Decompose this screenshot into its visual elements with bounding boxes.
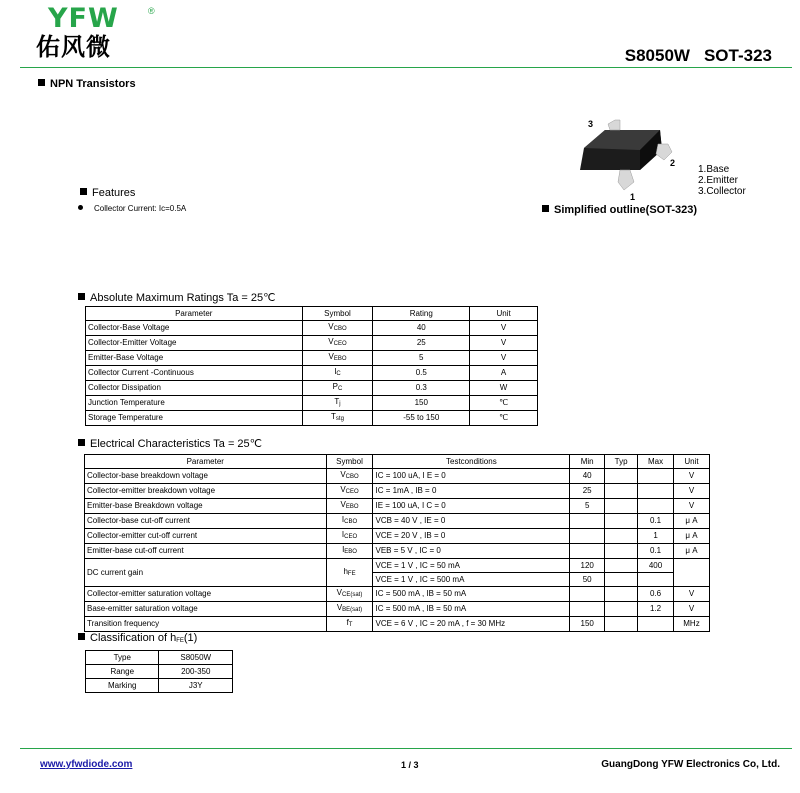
logo-chinese: 佑风微 — [36, 33, 111, 61]
pin-legend-item: 2.Emitter — [698, 175, 739, 186]
table-row — [85, 499, 710, 514]
table-row — [86, 651, 233, 665]
footer-divider — [20, 748, 792, 749]
typ-cell — [605, 484, 638, 499]
min-cell: 150 — [570, 617, 605, 632]
typ-cell — [605, 617, 638, 632]
company-name: GuangDong YFW Electronics Co, Ltd. — [601, 759, 780, 770]
classification-table — [85, 650, 233, 693]
testcondition-cell: IC = 500 mA , IB = 50 mA — [373, 587, 570, 602]
min-cell: 120 — [570, 559, 605, 573]
typ-cell — [605, 529, 638, 544]
symbol-cell: $f_T$ — [326, 617, 373, 632]
unit-cell: ℃ — [470, 396, 538, 411]
page-number: 1 / 3 — [401, 760, 419, 770]
min-cell — [570, 544, 605, 559]
parameter-cell: Collector-base cut-off current — [85, 514, 327, 529]
classification-key: Range — [86, 665, 159, 679]
symbol-cell: $P_C$ — [302, 381, 373, 396]
classification-value: S8050W — [159, 651, 233, 665]
outline-title: Simplified outline(SOT-323) — [542, 204, 697, 216]
column-header: Testconditions — [373, 455, 570, 469]
testcondition-cell: VCB = 40 V , IE = 0 — [373, 514, 570, 529]
square-bullet-icon — [80, 188, 87, 195]
rating-cell: 150 — [373, 396, 470, 411]
column-header: Unit — [674, 455, 710, 469]
pin-label-2: 2 — [670, 158, 676, 168]
registered-mark: ® — [148, 6, 155, 16]
unit-cell: W — [470, 381, 538, 396]
testcondition-cell: VCE = 20 V , IB = 0 — [373, 529, 570, 544]
typ-cell — [605, 469, 638, 484]
package-name: SOT-323 — [703, 46, 772, 65]
testcondition-cell: VCE = 1 V , IC = 500 mA — [373, 573, 570, 587]
electrical-characteristics-table — [84, 454, 710, 632]
table-row — [86, 366, 538, 381]
typ-cell — [605, 573, 638, 587]
pin-legend — [698, 164, 746, 197]
symbol-cell: $I_{CBO}$ — [326, 514, 373, 529]
symbol-cell: $h_{FE}$ — [326, 559, 373, 587]
max-cell: 400 — [638, 559, 674, 573]
max-cell — [638, 499, 674, 514]
parameter-cell: Collector-Base Voltage — [86, 321, 303, 336]
parameter-cell: DC current gain — [85, 559, 327, 587]
typ-cell — [605, 602, 638, 617]
rating-cell: 40 — [373, 321, 470, 336]
square-bullet-icon — [78, 633, 85, 640]
table-row — [85, 469, 710, 484]
testcondition-cell: VCE = 1 V , IC = 50 mA — [373, 559, 570, 573]
square-bullet-icon — [38, 79, 45, 86]
pin-legend-item: 1.Base — [698, 164, 730, 175]
classification-key: Marking — [86, 679, 159, 693]
table-row — [86, 351, 538, 366]
intro-heading: NPN Transistors — [38, 78, 136, 91]
unit-cell: μ A — [674, 514, 710, 529]
parameter-cell: Collector Current -Continuous — [86, 366, 303, 381]
testcondition-cell: IC = 100 uA, I E = 0 — [373, 469, 570, 484]
symbol-cell: $I_{CEO}$ — [326, 529, 373, 544]
column-header: Min — [570, 455, 605, 469]
unit-cell: V — [674, 469, 710, 484]
features-heading: Features — [80, 187, 135, 200]
max-cell — [638, 617, 674, 632]
table-header-row — [85, 455, 710, 469]
rating-cell: 25 — [373, 336, 470, 351]
unit-cell: V — [674, 587, 710, 602]
max-cell — [638, 469, 674, 484]
table-row — [85, 514, 710, 529]
parameter-cell: Emitter-Base Voltage — [86, 351, 303, 366]
min-cell: 40 — [570, 469, 605, 484]
unit-cell: V — [674, 602, 710, 617]
max-cell: 1.2 — [638, 602, 674, 617]
symbol-cell: $V_{CE(sat)}$ — [326, 587, 373, 602]
unit-cell: ℃ — [470, 411, 538, 426]
unit-cell: V — [470, 351, 538, 366]
classification-value: 200-350 — [159, 665, 233, 679]
symbol-cell: $V_{EBO}$ — [302, 351, 373, 366]
testcondition-cell: IC = 1mA , IB = 0 — [373, 484, 570, 499]
unit-cell: V — [674, 484, 710, 499]
classification-value: J3Y — [159, 679, 233, 693]
symbol-cell: $I_C$ — [302, 366, 373, 381]
rating-cell: 5 — [373, 351, 470, 366]
unit-cell: V — [470, 336, 538, 351]
square-bullet-icon — [78, 439, 85, 446]
parameter-cell: Base-emitter saturation voltage — [85, 602, 327, 617]
table-row — [86, 336, 538, 351]
pin-label-3: 3 — [588, 119, 594, 129]
symbol-cell: $T_j$ — [302, 396, 373, 411]
column-header: Max — [638, 455, 674, 469]
parameter-cell: Collector-Emitter Voltage — [86, 336, 303, 351]
table-row — [85, 544, 710, 559]
table-row — [85, 559, 710, 573]
max-cell: 0.6 — [638, 587, 674, 602]
pin-label-1: 1 — [630, 192, 636, 202]
sot323-package-image — [560, 110, 690, 205]
unit-cell: μ A — [674, 544, 710, 559]
website-link[interactable]: www.yfwdiode.com — [40, 759, 133, 770]
symbol-cell: $V_{CBO}$ — [326, 469, 373, 484]
square-bullet-icon — [78, 293, 85, 300]
parameter-cell: Junction Temperature — [86, 396, 303, 411]
symbol-cell: $V_{CBO}$ — [302, 321, 373, 336]
table-row — [86, 396, 538, 411]
min-cell: 25 — [570, 484, 605, 499]
rating-cell: 0.3 — [373, 381, 470, 396]
symbol-cell: $V_{EBO}$ — [326, 499, 373, 514]
min-cell — [570, 529, 605, 544]
max-cell — [638, 484, 674, 499]
table-row — [86, 679, 233, 693]
parameter-cell: Collector-emitter breakdown voltage — [85, 484, 327, 499]
parameter-cell: Storage Temperature — [86, 411, 303, 426]
column-header: Symbol — [302, 307, 373, 321]
min-cell: 50 — [570, 573, 605, 587]
table-row — [85, 484, 710, 499]
column-header: Rating — [373, 307, 470, 321]
rating-cell: -55 to 150 — [373, 411, 470, 426]
unit-cell: V — [470, 321, 538, 336]
symbol-cell: $V_{BE(sat)}$ — [326, 602, 373, 617]
typ-cell — [605, 559, 638, 573]
unit-cell: μ A — [674, 529, 710, 544]
max-cell — [638, 573, 674, 587]
typ-cell — [605, 544, 638, 559]
header-title — [625, 46, 772, 66]
max-cell: 0.1 — [638, 544, 674, 559]
table-row — [85, 602, 710, 617]
header-divider — [20, 67, 792, 68]
min-cell — [570, 514, 605, 529]
testcondition-cell: IC = 500 mA , IB = 50 mA — [373, 602, 570, 617]
table-header-row — [86, 307, 538, 321]
column-header: Parameter — [86, 307, 303, 321]
typ-cell — [605, 587, 638, 602]
parameter-cell: Collector-emitter cut-off current — [85, 529, 327, 544]
unit-cell: MHz — [674, 617, 710, 632]
typ-cell — [605, 499, 638, 514]
table-row — [86, 381, 538, 396]
symbol-cell: $T_{stg}$ — [302, 411, 373, 426]
pin-legend-item: 3.Collector — [698, 186, 746, 197]
parameter-cell: Emitter-base cut-off current — [85, 544, 327, 559]
amr-heading: Absolute Maximum Ratings Ta = 25℃ — [78, 292, 276, 305]
symbol-cell: $I_{EBO}$ — [326, 544, 373, 559]
dot-bullet-icon — [78, 205, 83, 210]
testcondition-cell: VCE = 6 V , IC = 20 mA , f = 30 MHz — [373, 617, 570, 632]
classification-key: Type — [86, 651, 159, 665]
rating-cell: 0.5 — [373, 366, 470, 381]
classification-heading: Classification of $h_{FE}(1)$ — [78, 632, 197, 648]
parameter-cell: Transition frequency — [85, 617, 327, 632]
absolute-max-ratings-table — [85, 306, 538, 426]
column-header: Typ — [605, 455, 638, 469]
feature-item: Collector Current: Ic=0.5A — [78, 204, 186, 213]
testcondition-cell: IE = 100 uA, I C = 0 — [373, 499, 570, 514]
symbol-cell: $V_{CEO}$ — [326, 484, 373, 499]
max-cell: 1 — [638, 529, 674, 544]
column-header: Parameter — [85, 455, 327, 469]
min-cell — [570, 602, 605, 617]
ec-heading: Electrical Characteristics Ta = 25℃ — [78, 438, 262, 451]
table-row — [85, 587, 710, 602]
unit-cell: A — [470, 366, 538, 381]
max-cell: 0.1 — [638, 514, 674, 529]
parameter-cell: Collector-base breakdown voltage — [85, 469, 327, 484]
column-header: Unit — [470, 307, 538, 321]
logo-latin: YFW — [48, 3, 119, 34]
table-row — [86, 321, 538, 336]
table-row — [86, 665, 233, 679]
typ-cell — [605, 514, 638, 529]
column-header: Symbol — [326, 455, 373, 469]
parameter-cell: Collector Dissipation — [86, 381, 303, 396]
unit-cell — [674, 559, 710, 587]
min-cell — [570, 587, 605, 602]
symbol-cell: $V_{CEO}$ — [302, 336, 373, 351]
parameter-cell: Emitter-base Breakdown voltage — [85, 499, 327, 514]
part-number: S8050W — [624, 46, 690, 65]
square-bullet-icon — [542, 205, 549, 212]
table-row — [85, 617, 710, 632]
testcondition-cell: VEB = 5 V , IC = 0 — [373, 544, 570, 559]
table-row — [86, 411, 538, 426]
table-row — [85, 529, 710, 544]
min-cell: 5 — [570, 499, 605, 514]
unit-cell: V — [674, 499, 710, 514]
parameter-cell: Collector-emitter saturation voltage — [85, 587, 327, 602]
